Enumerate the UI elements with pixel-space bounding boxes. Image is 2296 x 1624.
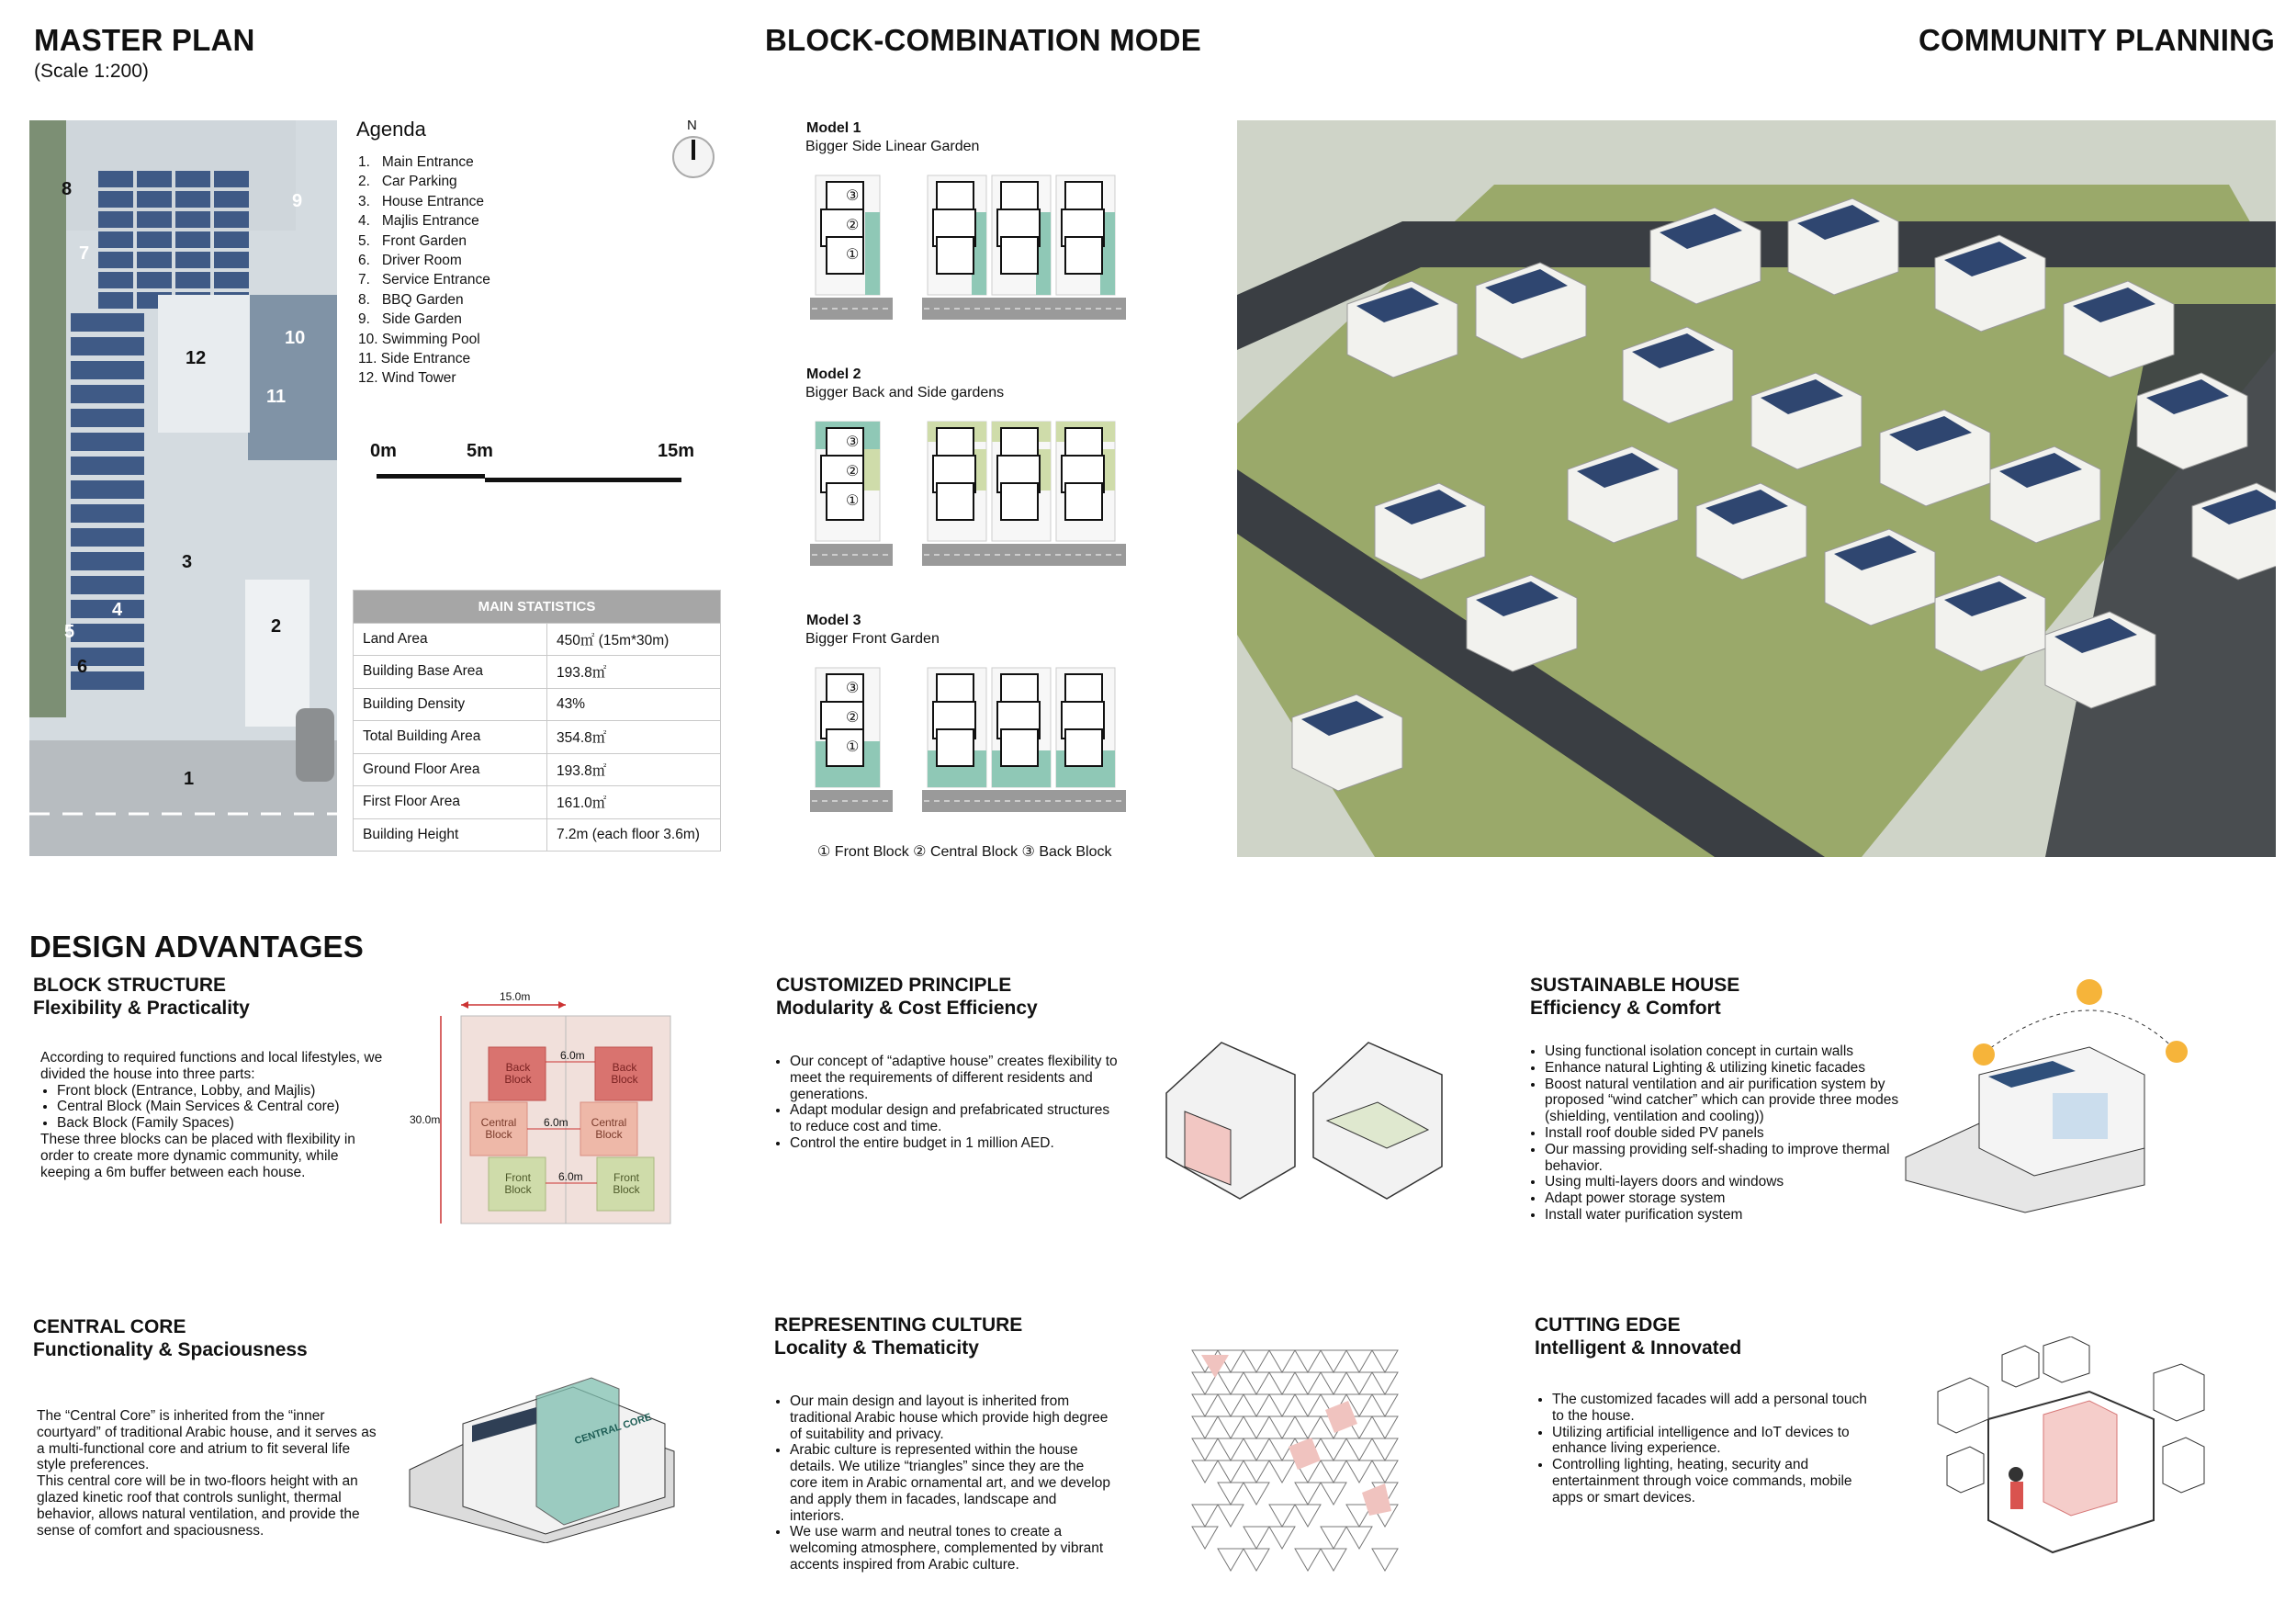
diagram-back-block-left: Back Block: [504, 1061, 532, 1086]
diagram-gap-label-back: 6.0m: [560, 1049, 585, 1062]
block-structure-title: [33, 974, 250, 1020]
plan-label-4: 4: [112, 600, 123, 620]
compass-icon: [670, 134, 716, 180]
plan-label-12: 12: [186, 348, 207, 368]
customized-principle-subheading: Modularity & Cost Efficiency: [776, 998, 1038, 1019]
representing-culture-subheading: Locality & Thematicity: [774, 1337, 979, 1359]
agenda-item: 7. Service Entrance: [358, 272, 490, 288]
plan-label-5: 5: [64, 622, 75, 642]
block-number: ②: [846, 464, 860, 479]
plan-label-1: 1: [184, 769, 195, 789]
block-number: ①: [846, 493, 860, 509]
block-structure-subheading: Flexibility & Practicality: [33, 998, 250, 1019]
diagram-gap-label-front: 6.0m: [558, 1170, 583, 1183]
statistics-row: [354, 721, 721, 754]
cutting-edge-text: [1536, 1392, 1880, 1506]
diagram-front-block-right: Front Block: [613, 1171, 640, 1196]
central-core-heading: CENTRAL CORE: [33, 1316, 186, 1337]
block-number: ③: [846, 681, 860, 696]
compass-north-label: N: [687, 118, 697, 133]
agenda-item: 11. Side Entrance: [358, 351, 471, 367]
bullet-item: • Arabic culture is represented within the house details. We utilize “triangles” since they are the core item in Arabic ornamental art, and we develop and apply them in facades, landscape and interiors.: [790, 1442, 1115, 1524]
customized-principle-text: [773, 1054, 1118, 1152]
statistics-label: Land Area: [354, 623, 547, 656]
plan-label-8: 8: [62, 179, 73, 199]
statistics-value: 354.8㎡: [547, 721, 721, 754]
model-title: Model 3: [806, 613, 861, 628]
plan-label-11: 11: [266, 387, 287, 407]
central-core-label: CENTRAL CORE: [573, 1411, 653, 1448]
community-planning-title: COMMUNITY PLANNING: [1919, 23, 2275, 57]
community-planning-render: [1237, 120, 2276, 857]
statistics-value: 193.8㎡: [547, 656, 721, 689]
central-core-title: [33, 1315, 308, 1361]
statistics-row: [354, 656, 721, 689]
bullet-item: • Install water purification system: [1545, 1207, 1905, 1224]
master-plan-title: MASTER PLAN: [34, 23, 255, 57]
bullet-item: • Controlling lighting, heating, security and entertainment through voice commands, mobile apps or smart devices.: [1552, 1457, 1880, 1506]
agenda-title: Agenda: [356, 118, 426, 141]
scale-15m: 15m: [658, 441, 695, 461]
plan-label-9: 9: [292, 191, 303, 211]
block-number: ②: [846, 710, 860, 726]
block-structure-heading: BLOCK STRUCTURE: [33, 975, 226, 996]
statistics-row: [354, 818, 721, 851]
statistics-value: 450㎡ (15m*30m): [547, 623, 721, 656]
model-subtitle: Bigger Front Garden: [805, 631, 940, 647]
cutting-edge-heading: CUTTING EDGE: [1535, 1314, 1681, 1336]
diagram-central-block-left: Central Block: [480, 1116, 517, 1141]
north-compass: [670, 118, 716, 182]
central-core-subheading: Functionality & Spaciousness: [33, 1339, 308, 1360]
statistics-label: Total Building Area: [354, 721, 547, 754]
scale-0m: 0m: [370, 441, 397, 461]
sustainable-house-text: [1528, 1043, 1905, 1224]
block-number: ①: [846, 739, 860, 755]
statistics-row: [354, 688, 721, 721]
modular-house-illustration: [1148, 1038, 1469, 1203]
smart-home-illustration: [1933, 1336, 2213, 1557]
bullet-item: • Install roof double sided PV panels: [1545, 1125, 1905, 1142]
sustainable-house-title: [1530, 974, 1739, 1020]
model-subtitle: Bigger Side Linear Garden: [805, 139, 980, 154]
statistics-value: 193.8㎡: [547, 753, 721, 786]
statistics-row: [354, 753, 721, 786]
agenda-list: [358, 152, 490, 389]
agenda-item: 8. BBQ Garden: [358, 291, 464, 308]
plan-label-2: 2: [271, 616, 282, 637]
bullet-item: • The customized facades will add a personal touch to the house.: [1552, 1392, 1880, 1425]
bullet-item: • Using multi-layers doors and windows: [1545, 1174, 1905, 1190]
block-structure-text: [40, 1050, 389, 1180]
bullet-item: • Our concept of “adaptive house” creates flexibility to meet the requirements of different residents and generations.: [790, 1054, 1118, 1102]
bullet-item: • We use warm and neutral tones to create a welcoming atmosphere, complemented by vibrant accents inspired from Arabic culture.: [790, 1524, 1115, 1573]
bullet-item: • Enhance natural Lighting & utilizing kinetic facades: [1545, 1060, 1905, 1077]
agenda-item: 12. Wind Tower: [358, 370, 456, 387]
customized-principle-title: [776, 974, 1038, 1020]
plan-label-6: 6: [77, 657, 88, 677]
block-combination-title: BLOCK-COMBINATION MODE: [765, 23, 1201, 57]
block-diagram: [404, 987, 680, 1235]
statistics-label: Ground Floor Area: [354, 753, 547, 786]
scale-5m: 5m: [467, 441, 493, 461]
agenda-item: 2. Car Parking: [358, 174, 457, 190]
agenda-item: 10. Swimming Pool: [358, 331, 480, 347]
cutting-edge-subheading: Intelligent & Innovated: [1535, 1337, 1742, 1359]
diagram-width-label: 15.0m: [500, 990, 531, 1003]
representing-culture-title: [774, 1314, 1022, 1359]
diagram-gap-label-central: 6.0m: [544, 1116, 568, 1129]
statistics-title: MAIN STATISTICS: [354, 591, 721, 624]
bullet-item: • Utilizing artificial intelligence and IoT devices to enhance living experience.: [1552, 1425, 1880, 1458]
block-legend: ① Front Block ② Central Block ③ Back Block: [817, 844, 1112, 860]
bullet-item: • Central Block (Main Services & Central core): [57, 1099, 389, 1115]
block-number: ①: [846, 247, 860, 263]
model-title: Model 2: [806, 367, 861, 382]
plan-label-7: 7: [79, 243, 90, 264]
block-number: ③: [846, 188, 860, 204]
diagram-front-block-left: Front Block: [504, 1171, 532, 1196]
bullet-item: • Boost natural ventilation and air purification system by proposed “wind catcher” which can provide three modes (shielding, ventilation and cooling)): [1545, 1077, 1905, 1125]
agenda-item: 3. House Entrance: [358, 193, 484, 209]
main-statistics-table: [353, 590, 721, 851]
block-structure-outro: These three blocks can be placed with flexibility in order to create more dynamic community, while keeping a 6m buffer between each house.: [40, 1131, 355, 1180]
plan-label-10: 10: [285, 328, 306, 348]
bullet-item: • Using functional isolation concept in curtain walls: [1545, 1043, 1905, 1060]
customized-principle-heading: CUSTOMIZED PRINCIPLE: [776, 975, 1012, 996]
agenda-item: 5. Front Garden: [358, 232, 467, 249]
sustainable-house-subheading: Efficiency & Comfort: [1530, 998, 1721, 1019]
scale-label: (Scale 1:200): [34, 61, 149, 82]
statistics-label: Building Density: [354, 688, 547, 721]
block-number: ②: [846, 218, 860, 233]
bullet-item: • Control the entire budget in 1 million AED.: [790, 1135, 1118, 1152]
central-core-text: [37, 1408, 377, 1539]
block-number: ③: [846, 434, 860, 450]
representing-culture-heading: REPRESENTING CULTURE: [774, 1314, 1023, 1336]
bullet-item: • Front block (Entrance, Lobby, and Majlis): [57, 1083, 389, 1100]
statistics-label: Building Base Area: [354, 656, 547, 689]
model-title: Model 1: [806, 120, 861, 136]
bullet-item: • Adapt power storage system: [1545, 1190, 1905, 1207]
master-plan-image: [29, 120, 337, 856]
scale-bar: [375, 468, 687, 487]
bullet-item: • Our massing providing self-shading to improve thermal behavior.: [1545, 1142, 1905, 1175]
diagram-height-label: 30.0m: [410, 1113, 441, 1126]
statistics-value: 7.2m (each floor 3.6m): [547, 818, 721, 851]
triangle-facade-pattern: [1187, 1346, 1408, 1575]
model-subtitle: Bigger Back and Side gardens: [805, 385, 1005, 400]
statistics-row: [354, 623, 721, 656]
central-core-p2: This central core will be in two-floors height with an glazed kinetic roof that controls sunlight, thermal behavior, allows natural ventilation, and provide the sense of comfort and spaciousness.: [37, 1473, 360, 1539]
diagram-central-block-right: Central Block: [591, 1116, 627, 1141]
statistics-label: Building Height: [354, 818, 547, 851]
sustainable-house-illustration: [1896, 974, 2190, 1222]
statistics-row: [354, 786, 721, 819]
block-structure-bullets: [40, 1083, 389, 1132]
agenda-item: 6. Driver Room: [358, 253, 462, 269]
bullet-item: • Adapt modular design and prefabricated structures to reduce cost and time.: [790, 1102, 1118, 1135]
statistics-value: 161.0㎡: [547, 786, 721, 819]
agenda-item: 1. Main Entrance: [358, 154, 474, 170]
central-core-p1: The “Central Core” is inherited from the “inner courtyard” of traditional Arabic house, and it serves as a multi-functional core and atrium to fit several life style preferences.: [37, 1408, 377, 1473]
design-advantages-title: DESIGN ADVANTAGES: [29, 930, 364, 964]
statistics-value: 43%: [547, 688, 721, 721]
sustainable-house-heading: SUSTAINABLE HOUSE: [1530, 975, 1740, 996]
plan-label-3: 3: [182, 552, 193, 572]
representing-culture-text: [773, 1393, 1115, 1573]
bullet-item: • Back Block (Family Spaces): [57, 1115, 389, 1132]
bullet-item: • Our main design and layout is inherited from traditional Arabic house which provide high degree of suitability and privacy.: [790, 1393, 1115, 1442]
diagram-back-block-right: Back Block: [611, 1061, 638, 1086]
agenda-item: 9. Side Garden: [358, 311, 462, 328]
agenda-item: 4. Majlis Entrance: [358, 213, 479, 230]
central-core-illustration: [408, 1369, 683, 1543]
cutting-edge-title: [1535, 1314, 1741, 1359]
block-structure-intro: According to required functions and local lifestyles, we divided the house into three parts:: [40, 1050, 383, 1082]
statistics-label: First Floor Area: [354, 786, 547, 819]
